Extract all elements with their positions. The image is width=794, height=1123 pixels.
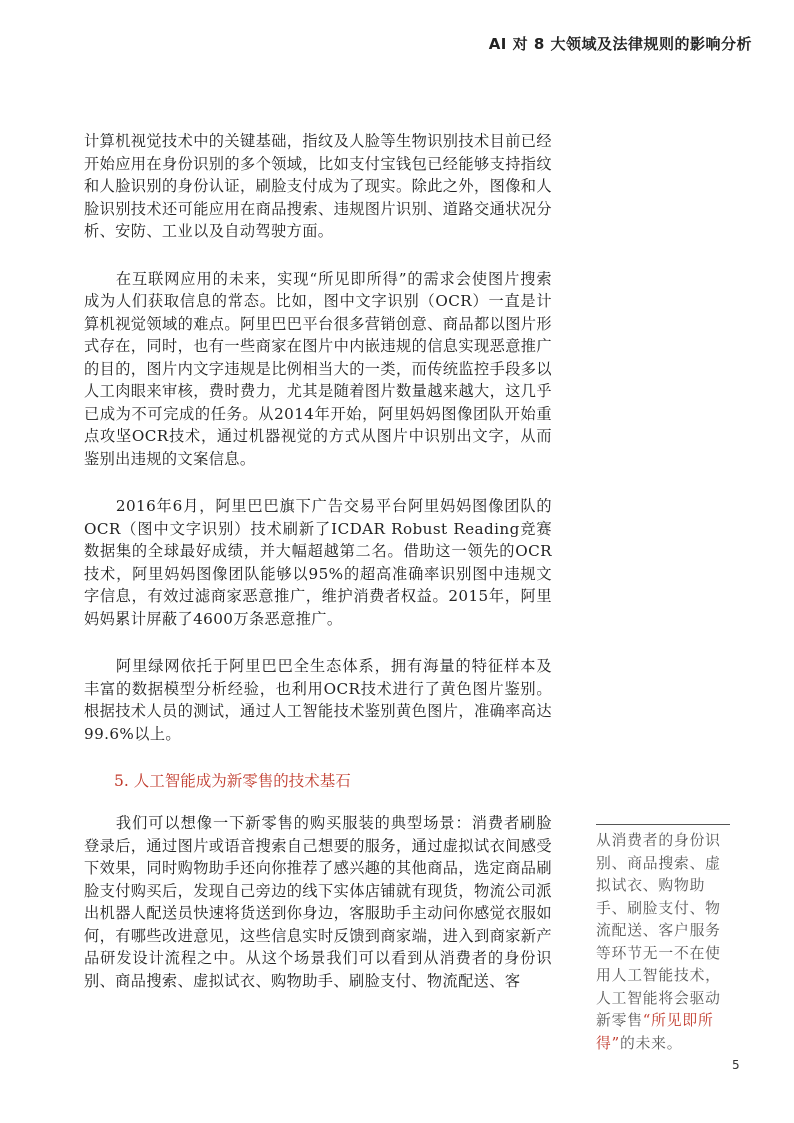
paragraph-new-retail: 我们可以想像一下新零售的购买服装的典型场景：消费者刷脸登录后，通过图片或语音搜索自己想要的服务，通过虚拟试衣间感受下效果，同时购物助手还向你推荐了感兴趣的其他商品，选定商品刷脸支付购买后，发现自己旁边的线下实体店铺就有现货，物流公司派出机器人配送员快速将货送到你身边，客服助手主动问你感觉衣服如何，有哪些改进意见，这些信息实时反馈到商家端，进入到商家新产品研发设计流程之中。从这个场景我们可以看到从消费者的身份识别、商品搜索、虚拟试衣、购物助手、刷脸支付、物流配送、客 [84,814,552,990]
running-header: AI 对 8 大领域及法律规则的影响分析 [488,35,752,53]
paragraph-ocr-intro: 在互联网应用的未来，实现“所见即所得”的需求会使图片搜索成为人们获取信息的常态。比如，图中文字识别（OCR）一直是计算机视觉领域的难点。阿里巴巴平台很多营销创意、商品都以图片形式存在，同时，也有一些商家在图片中内嵌违规的信息实现恶意推广的目的，图片内文字违规是比例相当大的一类，而传统监控手段多以人工肉眼来审核，费时费力，尤其是随着图片数量越来越大，这几乎已成为不可完成的任务。从2014年开始，阿里妈妈图像团队开始重点攻坚OCR技术，通过机器视觉的方式从图片中识别出文字，从而鉴别出违规的文案信息。 [84,269,552,468]
sidebar-pull-quote [596,824,730,1055]
paragraph-biometrics: 计算机视觉技术中的关键基础，指纹及人脸等生物识别技术目前已经开始应用在身份识别的多个领域，比如支付宝钱包已经能够支持指纹和人脸识别的身份认证，刷脸支付成为了现实。除此之外，图像和人脸识别技术还可能应用在商品搜索、违规图片识别、道路交通状况分析、安防、工业以及自动驾驶方面。 [84,132,552,240]
paragraph-icdar: 2016年6月，阿里巴巴旗下广告交易平台阿里妈妈图像团队的OCR（图中文字识别）技术刷新了ICDAR Robust Reading竞赛数据集的全球最好成绩，并大幅超越第二名。借助这一领先的OCR技术，阿里妈妈图像团队能够以95%的超高准确率识别图中违规文字信息，有效过滤商家恶意推广，维护消费者权益。2015年，阿里妈妈累计屏蔽了4600万条恶意推广。 [84,497,552,628]
page-number: 5 [732,1058,740,1072]
paragraph-green-net: 阿里绿网依托于阿里巴巴全生态体系，拥有海量的特征样本及丰富的数据模型分析经验，也利用OCR技术进行了黄色图片鉴别。根据技术人员的测试，通过人工智能技术鉴别黄色图片，准确率高达99.6%以上。 [84,657,552,743]
section-title: 5. 人工智能成为新零售的技术基石 [114,772,351,790]
sidebar-text-before: 从消费者的身份识别、商品搜索、虚拟试衣、购物助手、刷脸支付、物流配送、客户服务等环节无一不在使用人工智能技术，人工智能将会驱动新零售 [596,832,721,1029]
sidebar-highlight: “所见即所得” [596,1012,714,1052]
main-text-column [84,130,552,1017]
sidebar-text-after: 的未来。 [619,1034,683,1052]
